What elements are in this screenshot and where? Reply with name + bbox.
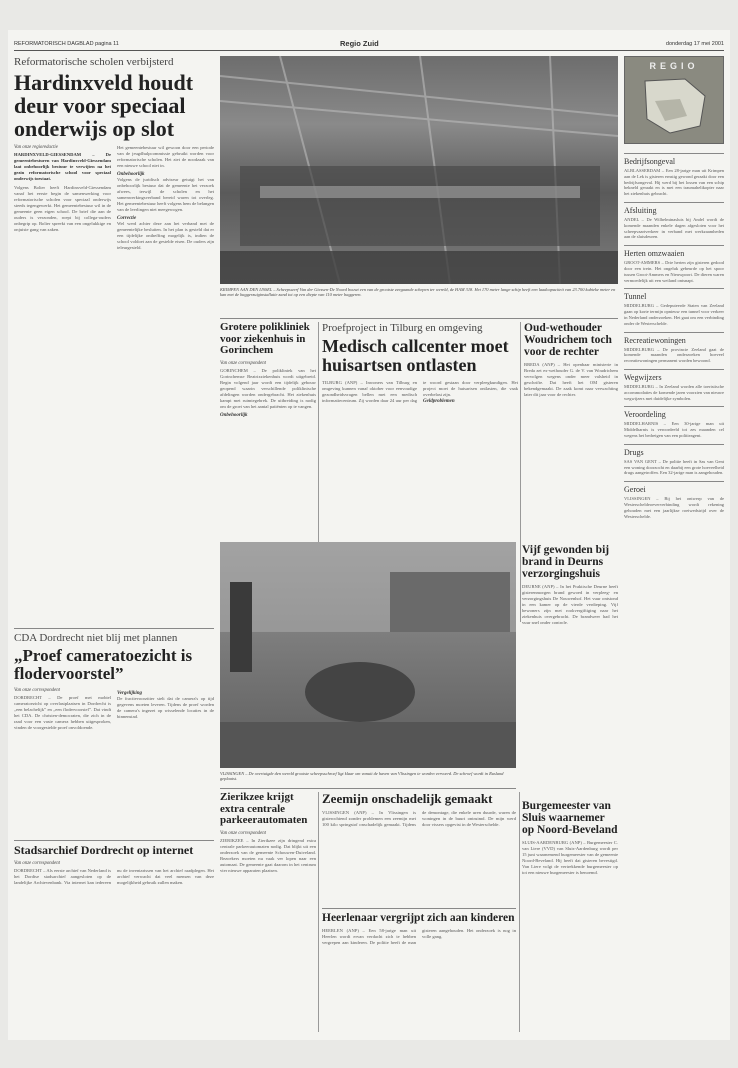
photo-caption: VLISSINGEN – De overtuigde den wereld grootste scheepsschroef ligt klaar om vanuit de haven van Vlissingen te worden vervoerd. De schroef wordt in Rusland geplaatst. — [220, 771, 504, 782]
news-brief-body: MIDDELBURG – Gedeputeerde Staten van Zeeland gaan op korte termijn opnieuw een tunnel voor verkeer in Nederland onderzoeken. Het gaat om een verbinding onder de Westerschelde. — [624, 303, 724, 326]
regio-logo — [624, 56, 724, 144]
divider — [519, 792, 520, 1032]
harbour-illustration — [220, 542, 516, 768]
article-headline: Heerlenaar vergrijpt zich aan kinderen — [322, 912, 515, 924]
byline: Van onze regioredactie — [14, 145, 58, 151]
divider — [14, 628, 214, 629]
divider — [322, 908, 516, 909]
byline: Van onze correspondent — [220, 360, 266, 366]
news-brief — [624, 369, 724, 401]
article-cda — [14, 632, 214, 837]
issue-date: donderdag 17 mei 2001 — [665, 41, 724, 47]
shipyard-illustration — [220, 56, 618, 284]
article-kicker: CDA Dordrecht niet blij met plannen — [14, 632, 178, 644]
article-body: Volgens Bolier heeft Hardinxveld-Giessendam vanaf het eerste begin de samenwerking voor reformatorische scholen voor speciaal onderwijs steeds tegengewerkt. Het gemeentebestuur wil in de gemeente geen eigen school. De brief die aan de ouders is verzonden, roept bij collega-ouders onbegrip op. Bolier spreekt van een ongelukkige en onjuiste gang van zaken. — [14, 185, 111, 233]
article-headline: Zierikzee krijgt extra centrale parkeerautomaten — [220, 792, 308, 827]
news-brief-title: Tunnel — [624, 288, 724, 301]
news-brief-title: Geroei — [624, 481, 724, 494]
intertitle: Onbehoorlijk — [220, 412, 248, 418]
byline: Van onze correspondent — [220, 830, 266, 836]
news-brief-title: Wegwijzers — [624, 369, 724, 382]
article-body: DORDRECHT – De proef met mobiel cameratoezicht op overlastplaatsen in Dordrecht is „een belachelijk” en „een flodervoorstel”. Dat vindt het CDA. De christen-democraten, die zich in de raad voor een vaste camera hebben uitgesproken, vinden de voorgestelde proef onvoldoende. — [14, 694, 111, 730]
news-brief — [624, 481, 724, 519]
news-brief-title: Recreatiewoningen — [624, 332, 724, 345]
article-headline: „Proef cameratoezicht is flodervoorstel” — [14, 646, 193, 683]
news-brief-title: Bedrijfsongeval — [624, 153, 724, 166]
news-brief-title: Drugs — [624, 444, 724, 457]
divider — [220, 318, 618, 319]
byline: Van onze correspondent — [14, 860, 60, 866]
divider — [14, 840, 214, 841]
photo-caption: KRIMPEN AAN DEN IJSSEL – Scheepswerf Van der Giessen-De Noord bouwt een van de grootste zeegaande schepen ter wereld, de HAM 318. Het 170 meter lange schip heeft een laadcapaciteit van 23.700 kubieke meter en kan met de baggerzuiginstallatie zand tot op een diepte van 110 meter baggeren. — [220, 287, 616, 298]
news-brief — [624, 444, 724, 476]
news-brief-body: MIDDELBURG – De provincie Zeeland gaat de komende maanden onderzoeken hoeveel recreatiewoningen permanent worden bewoond. — [624, 346, 724, 364]
news-brief — [624, 245, 724, 283]
news-brief-body: MIDDELBURG – In Zeeland worden alle toeristische accommodaties de komende jaren voorzien van nieuwe wegwijzers met duidelijke symbolen. — [624, 383, 724, 401]
article-body: ZIERIKZEE – In Zierikzee zijn dringend extra centrale parkeerautomaten nodig. Dat blijkt uit een onderzoek van de gemeente Schouwen-Duiveland. Bezoekers moeten nu vaak ver lopen naar een automaat. De gemeente gaat daarom in het centrum vier nieuwe apparaten plaatsen. — [220, 837, 316, 873]
byline: Van onze correspondent — [14, 687, 60, 693]
article-body: DEURNE (ANP) – In het Praktische Deurne heeft gisterenmorgen brand gewoed in verpleeg- en verzorgingshuis De Nouwenhof. Het vuur ontstond in een kamer op de vierde verdieping. Vijf bewoners zijn met rookvergiftiging naar het ziekenhuis overgebracht. De brandweer had het vuur snel onder controle. — [522, 584, 618, 626]
intertitle: Geldproblemen — [423, 398, 455, 404]
map-icon — [625, 71, 724, 141]
section-title: Regio Zuid — [340, 39, 379, 48]
article-body-text: TILBURG (ANP) – Inwoners van Tilburg en omgeving kunnen vanaf oktober voor eenvoudige gezondheidsvragen bellen met een medisch informatiecentrum. Zij worden daar 24 uur per dag te woord gestaan door verpleegkundigen. Het project moet de huisartsen ontlasten, die vaak overbelast zijn. — [322, 379, 518, 403]
news-brief — [624, 288, 724, 326]
news-brief-title: Herten omzwaaien — [624, 245, 724, 258]
news-brief-body: ALBLASSERDAM – Een 28-jarige man uit Krimpen aan de Lek is gisteren ernstig gewond geraakt door een bedrijfsongeval. Hij werd bij het lossen van een schip bekneld geraakt en is met een traumahelikopter naar het ziekenhuis gebracht. — [624, 168, 724, 197]
article-body: Volgens de juridisch adviseur getuigt het van onbehoorlijk bestuur dat de gemeente het verzoek afwees, terwijl de scholen en het samenwerkingsverband bereid waren tot overleg. Het gemeentebestuur heeft volgens hem de belangen van de leerlingen niet meegewogen. — [117, 177, 214, 213]
regio-logo-text: REGIO — [649, 61, 699, 71]
article-headline: Burgemeester van Sluis waarnemer op Noord-Beveland — [522, 800, 618, 837]
news-brief — [624, 406, 724, 438]
news-brief — [624, 153, 724, 197]
intertitle: Onbehoorlijk — [117, 172, 145, 178]
page-header — [14, 40, 724, 50]
article-stadsarchief — [14, 844, 214, 1034]
news-brief — [624, 332, 724, 364]
article-deurne — [522, 544, 618, 794]
article-body: Wel werd achter deze aan het verband met de gemeentelijke besluiten. In het plan is gesteld dat er een tijdelijke ontheffing mogelijk is, indien de school voldoet aan de gestelde eisen. De ouders zijn teleurgesteld. — [117, 221, 214, 251]
intertitle: Correctie — [117, 216, 137, 222]
divider — [220, 788, 516, 789]
news-brief-body: GROOT-AMMERS – Drie herten zijn gisteren gedood door een trein. Het ongeluk gebeurde op het spoor tussen Groot-Ammers en Nieuwpoort. De dieren waren vermoedelijk uit een weiland ontsnapt. — [624, 260, 724, 283]
news-brief — [624, 202, 724, 240]
harbour-photo — [220, 542, 516, 768]
news-briefs-sidebar — [624, 148, 724, 1028]
article-hardinxveld — [14, 56, 214, 626]
article-kicker: Proefproject in Tilburg en omgeving — [322, 322, 483, 334]
article-body: GORINCHEM – De polikliniek van het Gorinchemse Beatrixziekenhuis wordt uitgebreid. Begin volgend jaar wordt een tijdelijk gebouw geopend waarin verschillende poliklinische afdelingen worden ondergebracht. Het ziekenhuis kampt met ruimtegebrek. De uitbreiding is nodig om de groei van het aantal patiënten op te vangen. — [220, 367, 316, 409]
article-body: VLISSINGEN (ANP) – In Vlissingen is gisterochtend zonder problemen een zeemijn met 100 kilo springstof onschadelijk gemaakt. Tijdens de demontage, die enkele uren duurde, waren de woningen in de buurt ontruimd. De mijn werd door vissers opgevist in de Westerschelde. — [322, 809, 516, 827]
article-zierikzee — [220, 792, 316, 1032]
publication-label: REFORMATORISCH DAGBLAD pagina 11 — [14, 41, 119, 47]
news-brief-body: ANDEL – De Wilhelminasluis bij Andel wordt de komende maanden enkele dagen afgesloten voor het scheepvaartverkeer in verband met werkzaamheden aan de sluisdeuren. — [624, 216, 724, 240]
header-rule — [14, 50, 724, 51]
shipyard-photo — [220, 56, 618, 284]
news-brief-body: VLISSINGEN – Bij het ontwerp van de Westerscheldeoeververbinding wordt rekening gehouden met een jaarlijkse roeiwedstrijd over de Westerschelde. — [624, 496, 724, 519]
divider — [520, 322, 521, 622]
news-brief-body: SAS VAN GENT – De politie heeft in Sas van Gent een woning doorzocht en daarbij een grote hoeveelheid drugs aangetroffen. Een 32-jarige man is aangehouden. — [624, 458, 724, 476]
article-headline: Zeemijn onschadelijk gemaakt — [322, 792, 493, 806]
article-headline: Vijf gewonden bij brand in Deurns verzorgingshuis — [522, 544, 610, 581]
article-heerlenaar — [322, 912, 516, 1032]
intertitle: Vergelijking — [117, 690, 143, 696]
article-headline: Medisch callcenter moet huisartsen ontlasten — [322, 336, 509, 375]
news-brief-title: Veroordeling — [624, 406, 724, 419]
article-burgemeester — [522, 800, 618, 1032]
article-headline: Stadsarchief Dordrecht op internet — [14, 844, 194, 857]
news-brief-title: Afsluiting — [624, 202, 724, 215]
divider — [318, 792, 319, 1032]
news-brief-body: MIDDELHARNIS – Een 30-jarige man uit Middelharnis is veroordeeld tot zes maanden cel wegens het bedreigen van een politieagent. — [624, 421, 724, 438]
article-body: Het gemeentebestuur wil gewoon door een periode van de jeugdhulpcommissie gebruikt worden voor reformatorische scholen. Het ziet de noodzaak van een nieuwe school niet in. — [117, 145, 214, 169]
article-headline: Oud-wethouder Woudrichem toch voor de rechter — [524, 322, 612, 359]
article-zeemijn — [322, 792, 516, 902]
article-body: De fractievoorzitter stelt dat de camera's op tijd gegevens moeten leveren. Tijdens de proef worden de camera's ingezet op wisselende locaties in de binnenstad. — [117, 695, 214, 719]
article-headline: Grotere polikliniek voor ziekenhuis in Gorinchem — [220, 322, 310, 357]
article-body: HEERLEN (ANP) – Een 58-jarige man uit Heerlen wordt ervan verdacht zich te hebben vergrepen aan kinderen. De politie heeft de man gisteren aangehouden. Het onderzoek is nog in volle gang. — [322, 928, 516, 946]
article-body: DORDRECHT – Als eerste archief van Nederland is het Dordtse stadsarchief aangesloten op de landelijke Archievenbank. Via internet kan iedereen nu de inventarissen van het archief raadplegen. Het archief verwacht dat veel mensen van deze mogelijkheid gebruik zullen maken. — [14, 867, 214, 885]
article-body: SLUIS-AARDENBURG (ANP) – Burgemeester C. van Liere (VVD) van Sluis-Aardenburg wordt per 15 juni waarnemend burgemeester van de gemeente Noord-Beveland. Hij heeft dat gisteren bevestigd. Van Liere volgt de vertrekkende burgemeester op tot een nieuwe burgemeester is benoemd. — [522, 840, 618, 876]
article-headline: Hardinxveld houdt deur voor speciaal onderwijs op slot — [14, 70, 194, 142]
article-lead: HARDINXVELD-GIESSENDAM – De gemeentebesturen van Hardinxveld-Giessendam laat onbehoorlijk bestuur te verwijten na het gezin reformatorische school voor speciaal onderwijs toestaat. — [14, 152, 111, 182]
article-body: BREDA (ANP) – Het openbaar ministerie in Breda zet ex-wethouder G. de V. van Woudrichem vervolgen wegens onder meer valsheid in geschrifte. Dat heeft het OM gisteren bekendgemaakt. De zaak komt naar verwachting later dit jaar voor de rechter. — [524, 362, 618, 398]
article-kicker: Reformatorische scholen verbijsterd — [14, 56, 174, 68]
